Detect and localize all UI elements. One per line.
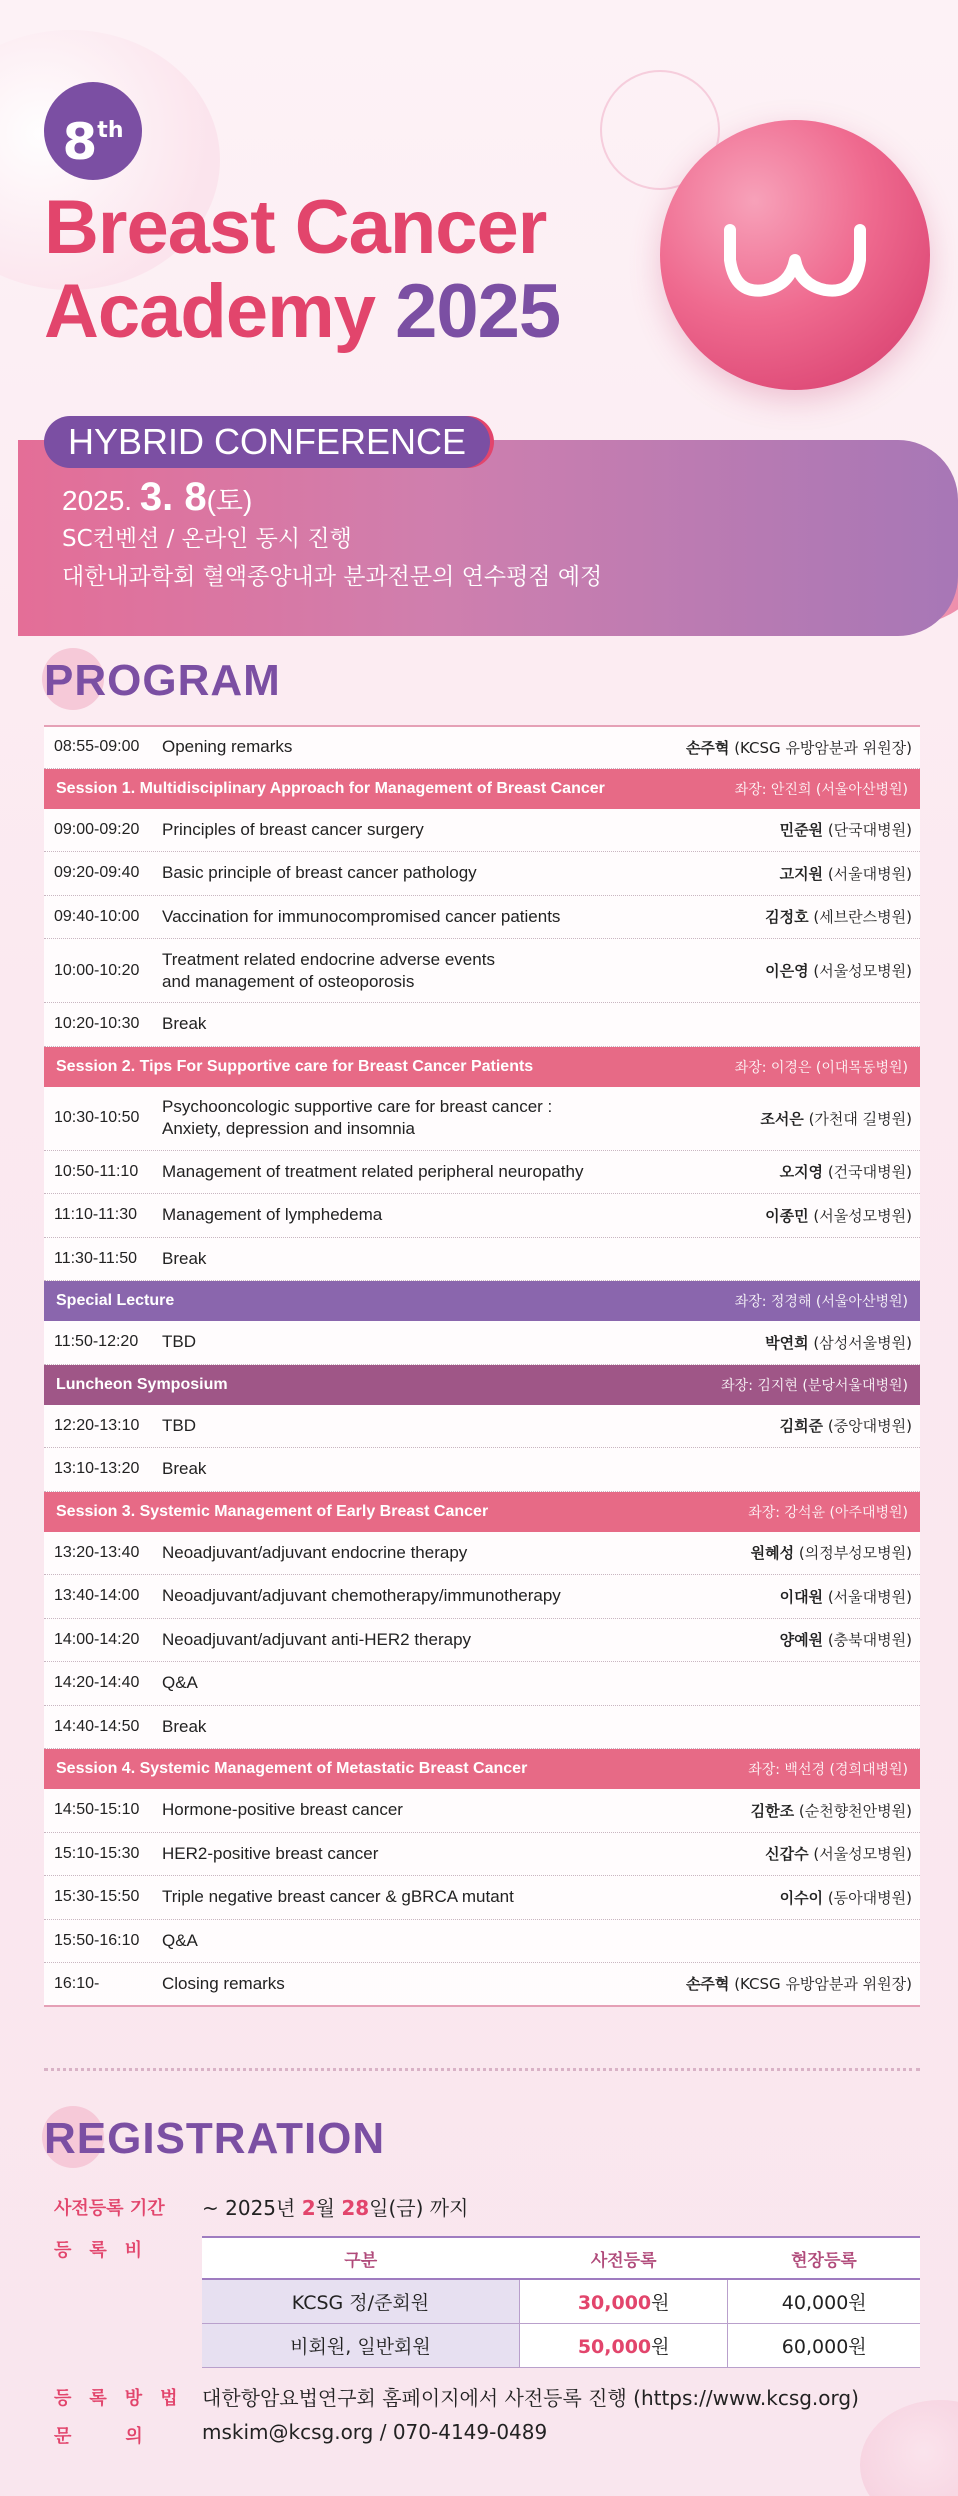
- program-row: [44, 1405, 920, 1449]
- speaker-name: 손주혁: [685, 1975, 730, 1994]
- speaker-name: 양예원: [779, 1631, 824, 1650]
- program-speaker: [765, 1332, 920, 1353]
- program-row: [44, 852, 920, 896]
- program-topic: TBD: [162, 1415, 196, 1435]
- program-topic: TBD: [162, 1332, 196, 1352]
- speaker-affiliation: (건국대병원): [823, 1163, 912, 1182]
- fee-row: [202, 2279, 920, 2323]
- speaker-name: 오지영: [779, 1163, 824, 1182]
- session-chair: 좌장: 강석윤 (아주대병원): [748, 1504, 908, 1521]
- program-time: 10:20-10:30: [54, 1015, 140, 1033]
- speaker-affiliation: (단국대병원): [823, 821, 912, 840]
- title-year: 2025: [395, 269, 561, 354]
- session-title: Session 3. Systemic Management of Early Breast Cancer: [56, 1502, 489, 1520]
- program-heading-text: PROGRAM: [44, 656, 281, 705]
- event-date: [62, 475, 602, 520]
- registration-heading: [44, 2114, 385, 2164]
- session-title: Luncheon Symposium: [56, 1375, 228, 1393]
- program-speaker: [765, 1843, 920, 1864]
- program-topic: Treatment related endocrine adverse events and management of osteoporosis: [162, 949, 495, 991]
- program-time: 14:00-14:20: [54, 1630, 140, 1648]
- program-topic: Neoadjuvant/adjuvant chemotherapy/immunotherapy: [162, 1586, 561, 1606]
- program-topic: HER2-positive breast cancer: [162, 1843, 379, 1863]
- event-venue: SC컨벤션 / 온라인 동시 진행: [62, 526, 352, 552]
- speaker-name: 고지원: [779, 864, 824, 883]
- decorative-blob: [860, 2400, 958, 2496]
- session-header: [44, 1281, 920, 1321]
- speaker-name: 민준원: [779, 821, 824, 840]
- edition-number: 8: [62, 113, 98, 171]
- speaker-name: 조서은: [760, 1109, 804, 1128]
- program-row: [44, 1448, 920, 1492]
- program-topic: Neoadjuvant/adjuvant endocrine therapy: [162, 1542, 468, 1562]
- program-speaker: [686, 1973, 920, 1994]
- program-row: [44, 809, 920, 853]
- program-speaker: [765, 960, 920, 981]
- fee-table: [202, 2236, 920, 2368]
- program-row: [44, 1575, 920, 1619]
- period-mid: 월: [315, 2196, 342, 2220]
- edition-badge: [44, 82, 142, 180]
- method-label: 등 록 방 법: [54, 2388, 178, 2409]
- page-title: [44, 186, 560, 354]
- program-row: [44, 939, 920, 1003]
- program-topic: Break: [162, 1459, 207, 1479]
- method-value: 대한항암요법연구회 홈페이지에서 사전등록 진행 (https://www.kcsg.org): [202, 2386, 859, 2410]
- speaker-affiliation: (동아대병원): [823, 1888, 912, 1907]
- program-time: 14:40-14:50: [54, 1717, 140, 1735]
- program-topic: Management of lymphedema: [162, 1205, 383, 1225]
- speaker-name: 김한조: [750, 1801, 795, 1820]
- speaker-affiliation: (세브란스병원): [808, 908, 912, 927]
- session-title: Session 1. Multidisciplinary Approach for Management of Breast Cancer: [56, 779, 605, 797]
- period-month: 2: [301, 2196, 316, 2220]
- session-title: Session 4. Systemic Management of Metastatic Breast Cancer: [56, 1760, 528, 1777]
- program-topic: Psychooncologic supportive care for breast cancer : Anxiety, depression and insomnia: [162, 1097, 553, 1138]
- speaker-affiliation: (서울성모병원): [808, 1845, 912, 1864]
- program-time: 08:55-09:00: [54, 738, 140, 756]
- fee-pre: [519, 2323, 728, 2367]
- title-line-1: Breast Cancer: [44, 185, 547, 270]
- program-time: 13:40-14:00: [54, 1587, 140, 1605]
- program-row: [44, 1194, 920, 1238]
- program-topic: Principles of breast cancer surgery: [162, 819, 424, 839]
- period-suffix: 일(금) 까지: [369, 2196, 469, 2220]
- speaker-affiliation: (서울성모병원): [808, 962, 912, 980]
- session-header: [44, 769, 920, 809]
- program-row: [44, 1238, 920, 1282]
- period-label: 사전등록 기간: [54, 2198, 165, 2219]
- program-time: 09:00-09:20: [54, 820, 140, 838]
- speaker-name: 이수이: [779, 1888, 824, 1907]
- program-speaker: [780, 1887, 920, 1908]
- fee-category: KCSG 정/준회원: [202, 2279, 519, 2323]
- speaker-affiliation: (KCSG 유방암분과 위원장): [729, 1975, 912, 1994]
- program-topic: Triple negative breast cancer & gBRCA mutant: [162, 1887, 514, 1907]
- speaker-name: 김희준: [779, 1417, 824, 1436]
- program-time: 15:10-15:30: [54, 1844, 140, 1862]
- program-speaker: [760, 1108, 920, 1129]
- session-header: [44, 1749, 920, 1789]
- speaker-name: 신갑수: [765, 1845, 809, 1864]
- event-info: [62, 475, 603, 596]
- speaker-affiliation: (충북대병원): [823, 1631, 912, 1650]
- registration-heading-text: REGISTRATION: [44, 2114, 386, 2163]
- program-row: [44, 1920, 920, 1964]
- title-line-2: Academy: [44, 269, 375, 354]
- edition-suffix: th: [97, 118, 124, 143]
- program-time: 16:10-: [54, 1974, 100, 1992]
- program-speaker: [780, 863, 920, 884]
- program-topic: Hormone-positive breast cancer: [162, 1800, 403, 1820]
- program-row: [44, 1151, 920, 1195]
- program-row: [44, 725, 920, 769]
- program-time: 13:10-13:20: [54, 1460, 140, 1478]
- program-row: [44, 1662, 920, 1706]
- fee-onsite: 60,000원: [728, 2323, 920, 2367]
- program-time: 11:10-11:30: [54, 1206, 138, 1224]
- fee-header: 현장등록: [728, 2237, 920, 2279]
- program-speaker: [751, 1542, 920, 1563]
- speaker-name: 이은영: [765, 962, 809, 980]
- date-main: 3. 8: [139, 475, 207, 519]
- fee-onsite: 40,000원: [728, 2279, 920, 2323]
- program-row: [44, 1833, 920, 1877]
- session-header: [44, 1365, 920, 1405]
- speaker-affiliation: (서울대병원): [823, 1587, 912, 1606]
- program-row: [44, 1963, 920, 2007]
- fee-header: 구분: [202, 2237, 519, 2279]
- program-topic: Q&A: [162, 1930, 198, 1950]
- period-value: [202, 2192, 468, 2221]
- hybrid-conference-badge: HYBRID CONFERENCE: [44, 416, 490, 468]
- program-speaker: [780, 1161, 920, 1182]
- program-row: [44, 1876, 920, 1920]
- program-time: 10:00-10:20: [54, 961, 140, 979]
- speaker-name: 원혜성: [750, 1544, 795, 1563]
- program-table: [44, 725, 920, 2007]
- program-row: [44, 1706, 920, 1750]
- fee-category: 비회원, 일반회원: [202, 2323, 519, 2367]
- speaker-affiliation: (KCSG 유방암분과 위원장): [729, 738, 912, 757]
- program-speaker: [765, 1205, 920, 1226]
- contact-value: mskim@kcsg.org / 070-4149-0489: [202, 2420, 548, 2444]
- fee-label: 등 록 비: [54, 2240, 143, 2261]
- program-topic: Break: [162, 1014, 207, 1034]
- speaker-affiliation: (순천향천안병원): [794, 1801, 912, 1820]
- speaker-affiliation: (서울성모병원): [808, 1206, 912, 1225]
- program-row: [44, 1321, 920, 1365]
- fee-row: [202, 2323, 920, 2367]
- program-speaker: [780, 819, 920, 840]
- session-title: Session 2. Tips For Supportive care for Breast Cancer Patients: [56, 1057, 534, 1075]
- program-speaker: [780, 1586, 920, 1607]
- speaker-name: 손주혁: [685, 738, 730, 757]
- logo-circle: [660, 120, 930, 390]
- program-time: 09:40-10:00: [54, 907, 140, 925]
- program-row: [44, 1789, 920, 1833]
- speaker-affiliation: (가천대 길병원): [803, 1109, 912, 1128]
- program-topic: Q&A: [162, 1673, 198, 1693]
- speaker-affiliation: (중앙대병원): [823, 1417, 912, 1436]
- program-time: 10:30-10:50: [54, 1109, 140, 1126]
- program-speaker: [780, 1629, 920, 1650]
- speaker-name: 박연희: [765, 1333, 809, 1352]
- program-time: 15:30-15:50: [54, 1888, 140, 1906]
- speaker-name: 이대원: [779, 1587, 824, 1606]
- program-row: [44, 1003, 920, 1047]
- program-topic: Management of treatment related peripheral neuropathy: [162, 1161, 584, 1181]
- program-row: [44, 896, 920, 940]
- contact-label: 문 의: [54, 2426, 143, 2447]
- fee-pre-amount: 50,000: [577, 2335, 652, 2358]
- fee-header-row: [202, 2237, 920, 2279]
- session-title: Special Lecture: [56, 1292, 175, 1309]
- fee-pre-unit: 원: [651, 2291, 670, 2314]
- section-divider: [44, 2068, 920, 2071]
- program-time: 14:50-15:10: [54, 1801, 140, 1819]
- program-speaker: [780, 1415, 920, 1436]
- speaker-name: 이종민: [765, 1206, 809, 1225]
- session-chair: 좌장: 정경해 (서울아산병원): [734, 1294, 908, 1310]
- program-time: 14:20-14:40: [54, 1674, 140, 1692]
- program-time: 12:20-13:10: [54, 1416, 140, 1434]
- program-speaker: [751, 1800, 920, 1821]
- program-time: 11:50-12:20: [54, 1333, 139, 1351]
- fee-pre: [519, 2279, 728, 2323]
- program-topic: Basic principle of breast cancer pathology: [162, 863, 477, 883]
- program-row: [44, 1619, 920, 1663]
- breast-logo-icon: [660, 120, 930, 390]
- date-prefix: 2025.: [62, 485, 133, 516]
- program-speaker: [686, 737, 920, 758]
- fee-header: 사전등록: [519, 2237, 728, 2279]
- program-row: [44, 1087, 920, 1151]
- date-day: (토): [206, 485, 253, 516]
- speaker-affiliation: (의정부성모병원): [794, 1544, 912, 1563]
- fee-pre-unit: 원: [651, 2335, 670, 2358]
- session-header: [44, 1492, 920, 1532]
- program-topic: Break: [162, 1716, 207, 1736]
- period-day: 28: [341, 2196, 370, 2220]
- speaker-name: 김정호: [765, 908, 809, 927]
- program-time: 09:20-09:40: [54, 864, 140, 882]
- speaker-affiliation: (서울대병원): [823, 864, 912, 883]
- program-topic: Vaccination for immunocompromised cancer patients: [162, 906, 561, 926]
- program-topic: Closing remarks: [162, 1973, 285, 1993]
- session-chair: 좌장: 백선경 (경희대병원): [748, 1762, 908, 1778]
- program-heading: [44, 656, 281, 706]
- session-chair: 좌장: 이경은 (이대목동병원): [734, 1059, 908, 1076]
- session-header: [44, 1047, 920, 1087]
- program-topic: Break: [162, 1248, 207, 1268]
- program-topic: Neoadjuvant/adjuvant anti-HER2 therapy: [162, 1629, 472, 1649]
- program-row: [44, 1532, 920, 1576]
- fee-pre-amount: 30,000: [577, 2291, 652, 2314]
- program-time: 15:50-16:10: [54, 1931, 140, 1949]
- speaker-affiliation: (삼성서울병원): [808, 1333, 912, 1352]
- program-time: 10:50-11:10: [54, 1162, 139, 1180]
- program-topic: Opening remarks: [162, 737, 293, 757]
- program-time: 13:20-13:40: [54, 1543, 140, 1561]
- session-chair: 좌장: 안진희 (서울아산병원): [734, 781, 908, 798]
- period-prefix: ~ 2025년: [202, 2196, 302, 2220]
- session-chair: 좌장: 김지현 (분당서울대병원): [721, 1377, 908, 1394]
- program-speaker: [765, 906, 920, 927]
- program-time: 11:30-11:50: [54, 1249, 138, 1267]
- event-credit-note: 대한내과학회 혈액종양내과 분과전문의 연수평점 예정: [62, 564, 603, 590]
